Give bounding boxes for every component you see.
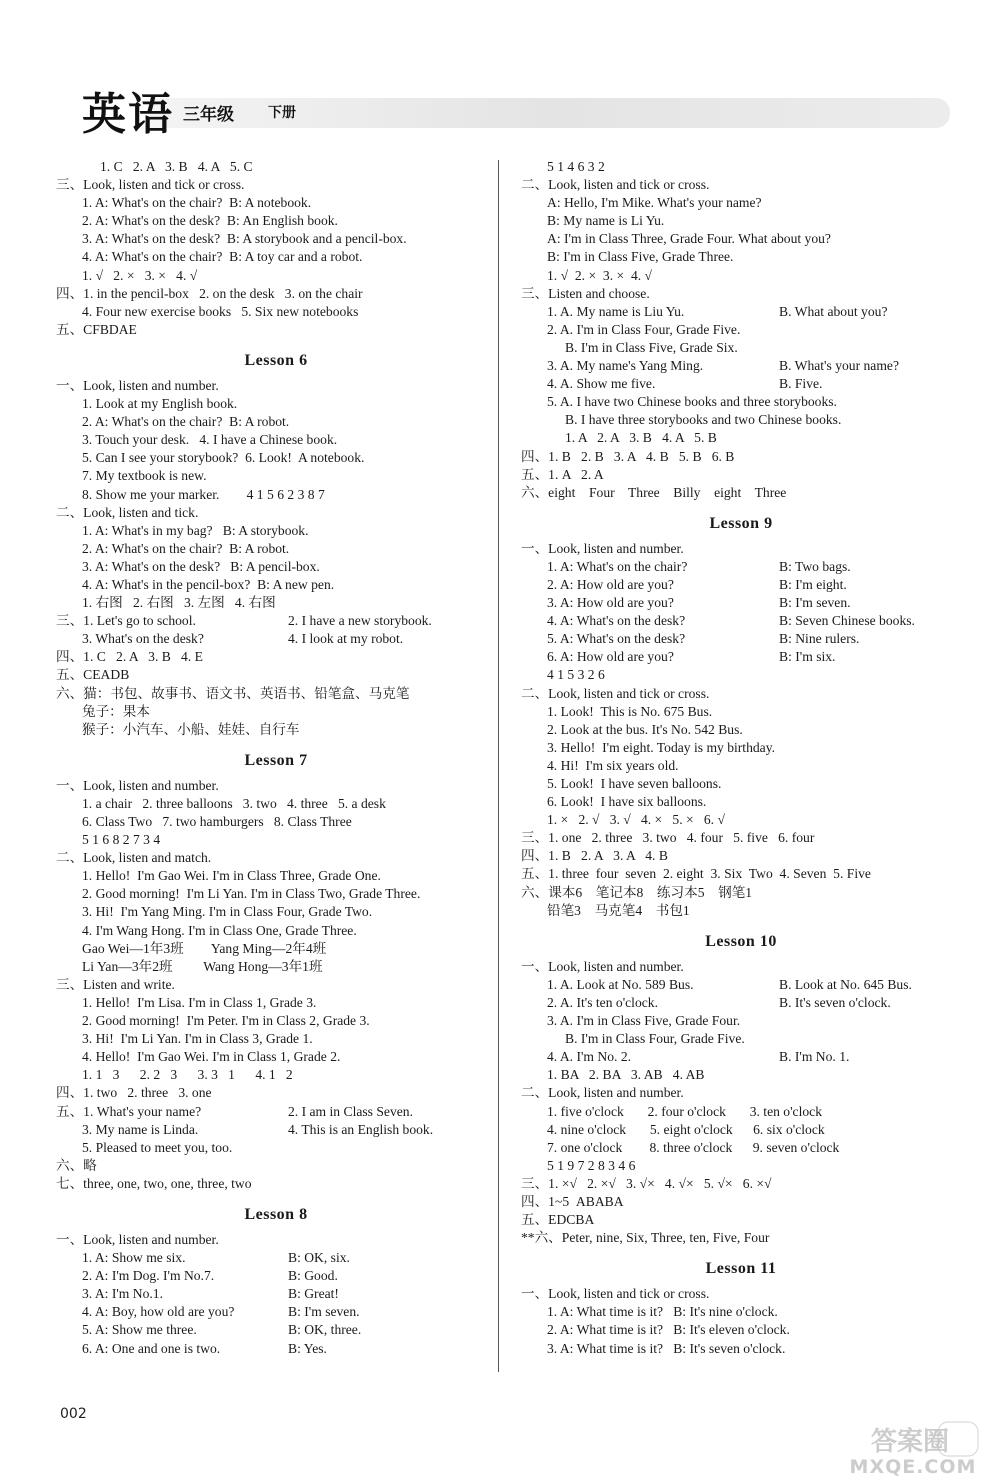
left-answer-line [56, 176, 496, 194]
left-answer-line [56, 885, 496, 903]
answer-text: 四、1~5 ABABA [521, 1193, 624, 1209]
left-answer-line [56, 994, 496, 1012]
answer-text-second: B: Seven Chinese books. [779, 613, 915, 629]
right-answer-line [521, 1229, 961, 1247]
left-answer-line [56, 413, 496, 431]
answer-text: 1. Look at my English book. [82, 396, 238, 412]
left-answer-line [56, 813, 496, 831]
page-header [0, 0, 1000, 140]
answer-text: **六、Peter, nine, Six, Three, ten, Five, Four [521, 1230, 770, 1246]
answer-text: 1. √ 2. × 3. × 4. √ [82, 267, 198, 283]
answer-text: 2. A: What's on the chair? B: A robot. [82, 540, 290, 556]
right-answer-line [521, 594, 961, 612]
answer-text: 3. A: How old are you? [547, 595, 674, 611]
right-answer-line [521, 230, 961, 248]
page-number: 002 [60, 1406, 87, 1422]
answer-text: 5 1 6 8 2 7 3 4 [82, 832, 161, 848]
answer-text-second: B. It's seven o'clock. [779, 994, 891, 1010]
answer-text: 3. Hello! I'm eight. Today is my birthday. [547, 739, 776, 755]
right-answer-line [521, 1139, 961, 1157]
answer-text: 4 1 5 3 2 6 [547, 667, 605, 683]
answer-text: 3. A: What's on the desk? B: A storybook and a pencil-box. [82, 231, 407, 247]
answer-text: 4. I'm Wang Hong. I'm in Class One, Grade Three. [82, 922, 357, 938]
left-answer-line [56, 504, 496, 522]
answer-text: 七、three, one, two, one, three, two [56, 1175, 252, 1191]
left-answer-line [56, 377, 496, 395]
answer-text: 六、课本6 笔记本8 练习本5 钢笔1 [521, 884, 753, 900]
answer-text: 二、Look, listen and tick or cross. [521, 177, 710, 193]
left-answer-line [56, 1249, 496, 1267]
answer-text-second: B. Look at No. 645 Bus. [779, 976, 912, 992]
answer-text: 一、Look, listen and number. [521, 540, 684, 556]
grade-label: 三年级 [183, 105, 234, 125]
answer-text: 1. A: What time is it? B: It's nine o'clock. [547, 1304, 778, 1320]
left-answer-line [56, 1066, 496, 1084]
answer-text: 五、CFBDAE [56, 321, 137, 337]
answer-text: 一、Look, listen and number. [521, 958, 684, 974]
answer-text: 三、Listen and write. [56, 976, 175, 992]
left-answer-line [56, 1030, 496, 1048]
right-answer-line [521, 1303, 961, 1321]
answer-text-second: B: I'm eight. [779, 576, 847, 592]
answer-text: 3. Hi! I'm Li Yan. I'm in Class 3, Grade 1. [82, 1031, 313, 1047]
right-lesson-heading: Lesson 11 [705, 1260, 777, 1278]
right-answer-line [521, 194, 961, 212]
right-answer-line [521, 212, 961, 230]
right-answer-line [521, 1157, 961, 1175]
answer-text: 1. A: What's on the chair? B: A notebook. [82, 195, 312, 211]
answer-text-second: B: Yes. [288, 1340, 327, 1356]
left-column [56, 158, 496, 1358]
answer-text: 五、1. A 2. A [521, 466, 604, 482]
right-answer-line [521, 612, 961, 630]
right-answer-line [521, 1321, 961, 1339]
answer-text: 6. Class Two 7. two hamburgers 8. Class Three [82, 814, 352, 829]
answer-text: 6. Look! I have six balloons. [547, 794, 707, 810]
answer-text: 3. A: What time is it? B: It's seven o'clock. [547, 1340, 786, 1356]
left-answer-line [56, 285, 496, 303]
left-answer-line [56, 648, 496, 666]
left-answer-line [56, 467, 496, 485]
left-answer-line [56, 903, 496, 921]
left-answer-line [56, 1267, 496, 1285]
answer-text: 1. A. Look at No. 589 Bus. [547, 976, 694, 992]
left-answer-line [56, 158, 496, 176]
subject-title: 英语 [82, 89, 174, 140]
answer-text: A: Hello, I'm Mike. What's your name? [547, 195, 762, 211]
left-answer-line [56, 321, 496, 339]
right-answer-line [521, 1012, 961, 1030]
left-answer-line [56, 867, 496, 885]
answer-text: 5. Pleased to meet you, too. [82, 1139, 233, 1155]
answer-text: 5. A: What's on the desk? [547, 631, 686, 647]
left-answer-line [56, 267, 496, 285]
answer-text: 4. A. Show me five. [547, 376, 656, 392]
answer-text: 5 1 9 7 2 8 3 4 6 [547, 1157, 636, 1173]
column-divider [498, 160, 499, 1372]
left-lesson-heading: Lesson 8 [244, 1205, 308, 1223]
answer-text: 三、Listen and choose. [521, 285, 650, 301]
left-answer-line [56, 721, 496, 739]
answer-text: 四、1. B 2. A 3. A 4. B [521, 848, 668, 864]
answer-text: 1. five o'clock 2. four o'clock 3. ten o'clock [547, 1103, 822, 1119]
answer-text: 2. A: What time is it? B: It's eleven o'clock. [547, 1322, 790, 1338]
right-answer-line [521, 648, 961, 666]
answer-text: 六、eight Four Three Billy eight Three [521, 484, 787, 500]
right-answer-line [521, 448, 961, 466]
answer-text-second: B: I'm six. [779, 649, 836, 665]
left-answer-line [56, 703, 496, 721]
answer-text: 3. A: I'm No.1. [82, 1286, 163, 1302]
answer-text: 五、CEADB [56, 667, 130, 683]
answer-text: 4. A: Boy, how old are you? [82, 1304, 235, 1320]
answer-text: 五、1. What's your name? [56, 1103, 202, 1119]
answer-text: Gao Wei—1年3班 Yang Ming—2年4班 [82, 940, 327, 956]
answer-text: 六、猫：书包、故事书、语文书、英语书、铅笔盒、马克笔 [56, 685, 410, 701]
right-answer-line [521, 321, 961, 339]
answer-text: 1. A: What's in my bag? B: A storybook. [82, 522, 309, 538]
right-answer-line [521, 739, 961, 757]
answer-text: 3. A. I'm in Class Five, Grade Four. [547, 1013, 741, 1029]
answer-text: 一、Look, listen and tick or cross. [521, 1286, 710, 1302]
left-answer-line [56, 540, 496, 558]
left-answer-line [56, 1231, 496, 1249]
left-answer-line [56, 612, 496, 630]
right-column [521, 158, 961, 1358]
answer-text: 5. A. I have two Chinese books and three storybooks. [547, 394, 837, 410]
left-answer-line [56, 230, 496, 248]
answer-text: 2. A: What's on the desk? B: An English book. [82, 213, 338, 229]
right-answer-line [521, 576, 961, 594]
right-answer-line [521, 357, 961, 375]
left-answer-line [56, 1285, 496, 1303]
answer-text: Li Yan—3年2班 Wang Hong—3年1班 [82, 958, 323, 974]
answer-text: 1. BA 2. BA 3. AB 4. AB [547, 1067, 705, 1083]
answer-text: 3. My name is Linda. [82, 1121, 199, 1137]
answer-text: 六、略 [56, 1157, 97, 1173]
answer-text: 1. √ 2. × 3. × 4. √ [547, 267, 653, 283]
right-answer-line [521, 1030, 961, 1048]
right-answer-line [521, 339, 961, 357]
answer-text: 2. Good morning! I'm Peter. I'm in Class 2, Grade 3. [82, 1013, 370, 1029]
right-answer-line [521, 757, 961, 775]
right-answer-line [521, 994, 961, 1012]
right-answer-line [521, 630, 961, 648]
answer-text-second: B: OK, six. [288, 1250, 350, 1266]
right-answer-line [521, 976, 961, 994]
answer-text: 3. What's on the desk? [82, 631, 204, 647]
right-answer-line [521, 775, 961, 793]
left-answer-line [56, 212, 496, 230]
answer-text-second: B. Five. [779, 376, 823, 392]
answer-text: 四、1. C 2. A 3. B 4. E [56, 649, 203, 665]
answer-text: 5. Can I see your storybook? 6. Look! A notebook. [82, 450, 365, 466]
right-answer-line [521, 1285, 961, 1303]
answer-text: 3. A. My name's Yang Ming. [547, 358, 704, 374]
answer-text: 2. Look at the bus. It's No. 542 Bus. [547, 721, 743, 737]
left-answer-line [56, 576, 496, 594]
right-answer-line [521, 248, 961, 266]
answer-text: 二、Look, listen and tick. [56, 504, 199, 520]
right-answer-line [521, 285, 961, 303]
answer-text: 4. A: What's on the chair? B: A toy car and a robot. [82, 249, 363, 265]
right-answer-line [521, 466, 961, 484]
answer-text-second: B. What about you? [779, 303, 888, 319]
right-answer-line [521, 540, 961, 558]
answer-text: 二、Look, listen and match. [56, 850, 212, 866]
left-answer-line [56, 303, 496, 321]
left-answer-line [56, 922, 496, 940]
answer-text: 1. A: What's on the chair? [547, 558, 688, 574]
right-answer-line [521, 303, 961, 321]
answer-text: 2. A. It's ten o'clock. [547, 994, 658, 1010]
left-answer-line [56, 594, 496, 612]
answer-text: 2. A. I'm in Class Four, Grade Five. [547, 321, 741, 337]
answer-text: 8. Show me your marker. 4 1 5 6 2 3 8 7 [82, 486, 325, 502]
answer-text: 五、1. three four seven 2. eight 3. Six Two 4. Seven 5. Five [521, 866, 871, 882]
right-answer-line [521, 865, 961, 883]
answer-text-second: 4. This is an English book. [288, 1121, 434, 1137]
answer-text: 四、1. in the pencil-box 2. on the desk 3. on the chair [56, 285, 363, 301]
answer-text: 1. 右图 2. 右图 3. 左图 4. 右图 [82, 595, 276, 611]
answer-text: 三、Look, listen and tick or cross. [56, 177, 245, 193]
left-answer-line [56, 248, 496, 266]
left-answer-line [56, 522, 496, 540]
left-answer-line [56, 1012, 496, 1030]
right-answer-line [521, 176, 961, 194]
left-answer-line [56, 395, 496, 413]
left-answer-line [56, 1340, 496, 1358]
answer-text: 3. Hi! I'm Yang Ming. I'm in Class Four, Grade Two. [82, 904, 373, 920]
answer-text: B: My name is Li Yu. [547, 213, 665, 229]
answer-text: 1. 1 3 2. 2 3 3. 3 1 4. 1 2 [82, 1067, 293, 1083]
left-answer-line [56, 1157, 496, 1175]
right-answer-line [521, 411, 961, 429]
answer-text: 五、EDCBA [521, 1212, 595, 1228]
right-answer-line [521, 1340, 961, 1358]
answer-text: 4. Four new exercise books 5. Six new notebooks [82, 303, 359, 319]
answer-text: B. I'm in Class Five, Grade Six. [565, 339, 738, 355]
right-answer-line [521, 958, 961, 976]
right-answer-line [521, 721, 961, 739]
right-answer-line [521, 884, 961, 902]
left-answer-line [56, 958, 496, 976]
answer-text-second: B: Two bags. [779, 558, 851, 574]
answer-text: 铅笔3 马克笔4 书包1 [547, 902, 690, 918]
answer-text: B. I'm in Class Four, Grade Five. [565, 1031, 745, 1047]
volume-label: 下册 [268, 105, 296, 121]
left-answer-line [56, 777, 496, 795]
right-answer-line [521, 1175, 961, 1193]
left-answer-line [56, 831, 496, 849]
svg-text:答案圈: 答案圈 [870, 1427, 950, 1457]
right-answer-line [521, 1193, 961, 1211]
left-answer-line [56, 486, 496, 504]
answer-text: 4. Hi! I'm six years old. [547, 757, 679, 773]
answer-text: 三、1. Let's go to school. [56, 613, 196, 629]
right-answer-line [521, 393, 961, 411]
left-answer-line [56, 1303, 496, 1321]
left-answer-line [56, 666, 496, 684]
right-answer-line [521, 1066, 961, 1084]
answer-text: A: I'm in Class Three, Grade Four. What about you? [547, 231, 831, 247]
left-answer-line [56, 558, 496, 576]
answer-text: 4. A: What's in the pencil-box? B: A new pen. [82, 576, 335, 592]
right-lesson-heading: Lesson 9 [709, 514, 773, 532]
right-answer-line [521, 429, 961, 447]
right-answer-line [521, 1103, 961, 1121]
right-answer-line [521, 1048, 961, 1066]
answer-text: 兔子：果本 [82, 703, 150, 719]
right-answer-line [521, 829, 961, 847]
left-answer-line [56, 685, 496, 703]
answer-text-second: B: Good. [288, 1268, 338, 1284]
left-answer-line [56, 1321, 496, 1339]
answer-text: 一、Look, listen and number. [56, 1231, 219, 1247]
right-answer-line [521, 902, 961, 920]
right-answer-line [521, 1211, 961, 1229]
right-answer-line [521, 558, 961, 576]
answer-text: 4. nine o'clock 5. eight o'clock 6. six o'clock [547, 1121, 825, 1137]
left-answer-line [56, 795, 496, 813]
left-answer-line [56, 940, 496, 958]
answer-text: 2. A: How old are you? [547, 576, 674, 592]
right-lesson-heading: Lesson 10 [705, 932, 777, 950]
right-answer-line [521, 484, 961, 502]
answer-text: 7. My textbook is new. [82, 468, 207, 484]
answer-text: 1. × 2. √ 3. √ 4. × 5. × 6. √ [547, 812, 725, 828]
answer-text: 5 1 4 6 3 2 [547, 159, 605, 174]
watermark-logo [838, 1418, 988, 1478]
answer-text: 1. A 2. A 3. B 4. A 5. B [565, 430, 717, 446]
answer-text: 1. Hello! I'm Gao Wei. I'm in Class Three, Grade One. [82, 868, 381, 884]
answer-text: 4. A: What's on the desk? [547, 613, 686, 629]
answer-text: 1. Look! This is No. 675 Bus. [547, 703, 713, 719]
answer-text: 2. A: What's on the chair? B: A robot. [82, 414, 290, 430]
right-answer-line [521, 811, 961, 829]
answer-text-second: 2. I am in Class Seven. [288, 1103, 413, 1119]
right-answer-line [521, 847, 961, 865]
left-answer-line [56, 1121, 496, 1139]
answer-text: 四、1. B 2. B 3. A 4. B 5. B 6. B [521, 448, 735, 464]
answer-text-second: B: I'm seven. [779, 595, 851, 611]
answer-text: 1. C 2. A 3. B 4. A 5. C [100, 159, 253, 174]
right-answer-line [521, 1121, 961, 1139]
left-answer-line [56, 976, 496, 994]
left-lesson-heading: Lesson 7 [244, 751, 308, 769]
answer-text-second: B: Great! [288, 1286, 339, 1302]
right-answer-line [521, 703, 961, 721]
answer-text: 一、Look, listen and number. [56, 377, 219, 393]
left-answer-line [56, 849, 496, 867]
left-answer-line [56, 431, 496, 449]
right-answer-line [521, 793, 961, 811]
answer-text: 一、Look, listen and number. [56, 777, 219, 793]
left-answer-line [56, 1103, 496, 1121]
answer-text: 三、1. one 2. three 3. two 4. four 5. five 6. four [521, 830, 815, 846]
answer-text: 2. A: I'm Dog. I'm No.7. [82, 1268, 215, 1284]
answer-text: 3. Touch your desk. 4. I have a Chinese book. [82, 432, 338, 448]
answer-text: 1. Hello! I'm Lisa. I'm in Class 1, Grade 3. [82, 994, 317, 1010]
answer-text-second: B: Nine rulers. [779, 631, 860, 647]
answer-text: B. I have three storybooks and two Chinese books. [565, 412, 842, 428]
answer-text-second: B: OK, three. [288, 1322, 362, 1338]
answer-text: B: I'm in Class Five, Grade Three. [547, 249, 734, 265]
left-answer-line [56, 630, 496, 648]
answer-text: 5. A: Show me three. [82, 1322, 197, 1338]
left-lesson-heading: Lesson 6 [244, 351, 308, 369]
left-answer-line [56, 1048, 496, 1066]
answer-text: 6. A: How old are you? [547, 649, 674, 665]
svg-text:MXQE.COM: MXQE.COM [849, 1456, 977, 1478]
answer-text: 四、1. two 2. three 3. one [56, 1085, 212, 1101]
answer-text: 二、Look, listen and tick or cross. [521, 685, 710, 701]
answer-text-second: B. What's your name? [779, 358, 899, 374]
right-answer-line [521, 666, 961, 684]
right-answer-line [521, 375, 961, 393]
answer-text: 4. A. I'm No. 2. [547, 1049, 632, 1065]
answer-text: 7. one o'clock 8. three o'clock 9. seven o'clock [547, 1139, 840, 1155]
answer-text: 三、1. ×√ 2. ×√ 3. √× 4. √× 5. √× 6. ×√ [521, 1175, 772, 1191]
left-answer-line [56, 1175, 496, 1193]
answer-text: 1. a chair 2. three balloons 3. two 4. three 5. a desk [82, 795, 386, 811]
left-answer-line [56, 1139, 496, 1157]
left-answer-line [56, 194, 496, 212]
answer-text: 5. Look! I have seven balloons. [547, 776, 722, 791]
answer-text-second: B. I'm No. 1. [779, 1049, 850, 1065]
answer-text: 4. Hello! I'm Gao Wei. I'm in Class 1, Grade 2. [82, 1049, 341, 1065]
right-answer-line [521, 267, 961, 285]
right-answer-line [521, 158, 961, 176]
right-answer-line [521, 1084, 961, 1102]
left-answer-line [56, 449, 496, 467]
answer-text: 6. A: One and one is two. [82, 1340, 221, 1356]
right-answer-line [521, 685, 961, 703]
answer-text: 2. Good morning! I'm Li Yan. I'm in Class Two, Grade Three. [82, 886, 421, 902]
answer-text-second: 2. I have a new storybook. [288, 613, 432, 629]
answer-text: 猴子：小汽车、小船、娃娃、自行车 [82, 721, 300, 737]
answer-text: 1. A. My name is Liu Yu. [547, 303, 685, 319]
answer-text-second: 4. I look at my robot. [288, 631, 404, 647]
answer-text: 1. A: Show me six. [82, 1250, 186, 1266]
answer-text-second: B: I'm seven. [288, 1304, 360, 1320]
answer-text: 3. A: What's on the desk? B: A pencil-box. [82, 558, 320, 574]
answer-text: 二、Look, listen and number. [521, 1085, 684, 1101]
left-answer-line [56, 1084, 496, 1102]
